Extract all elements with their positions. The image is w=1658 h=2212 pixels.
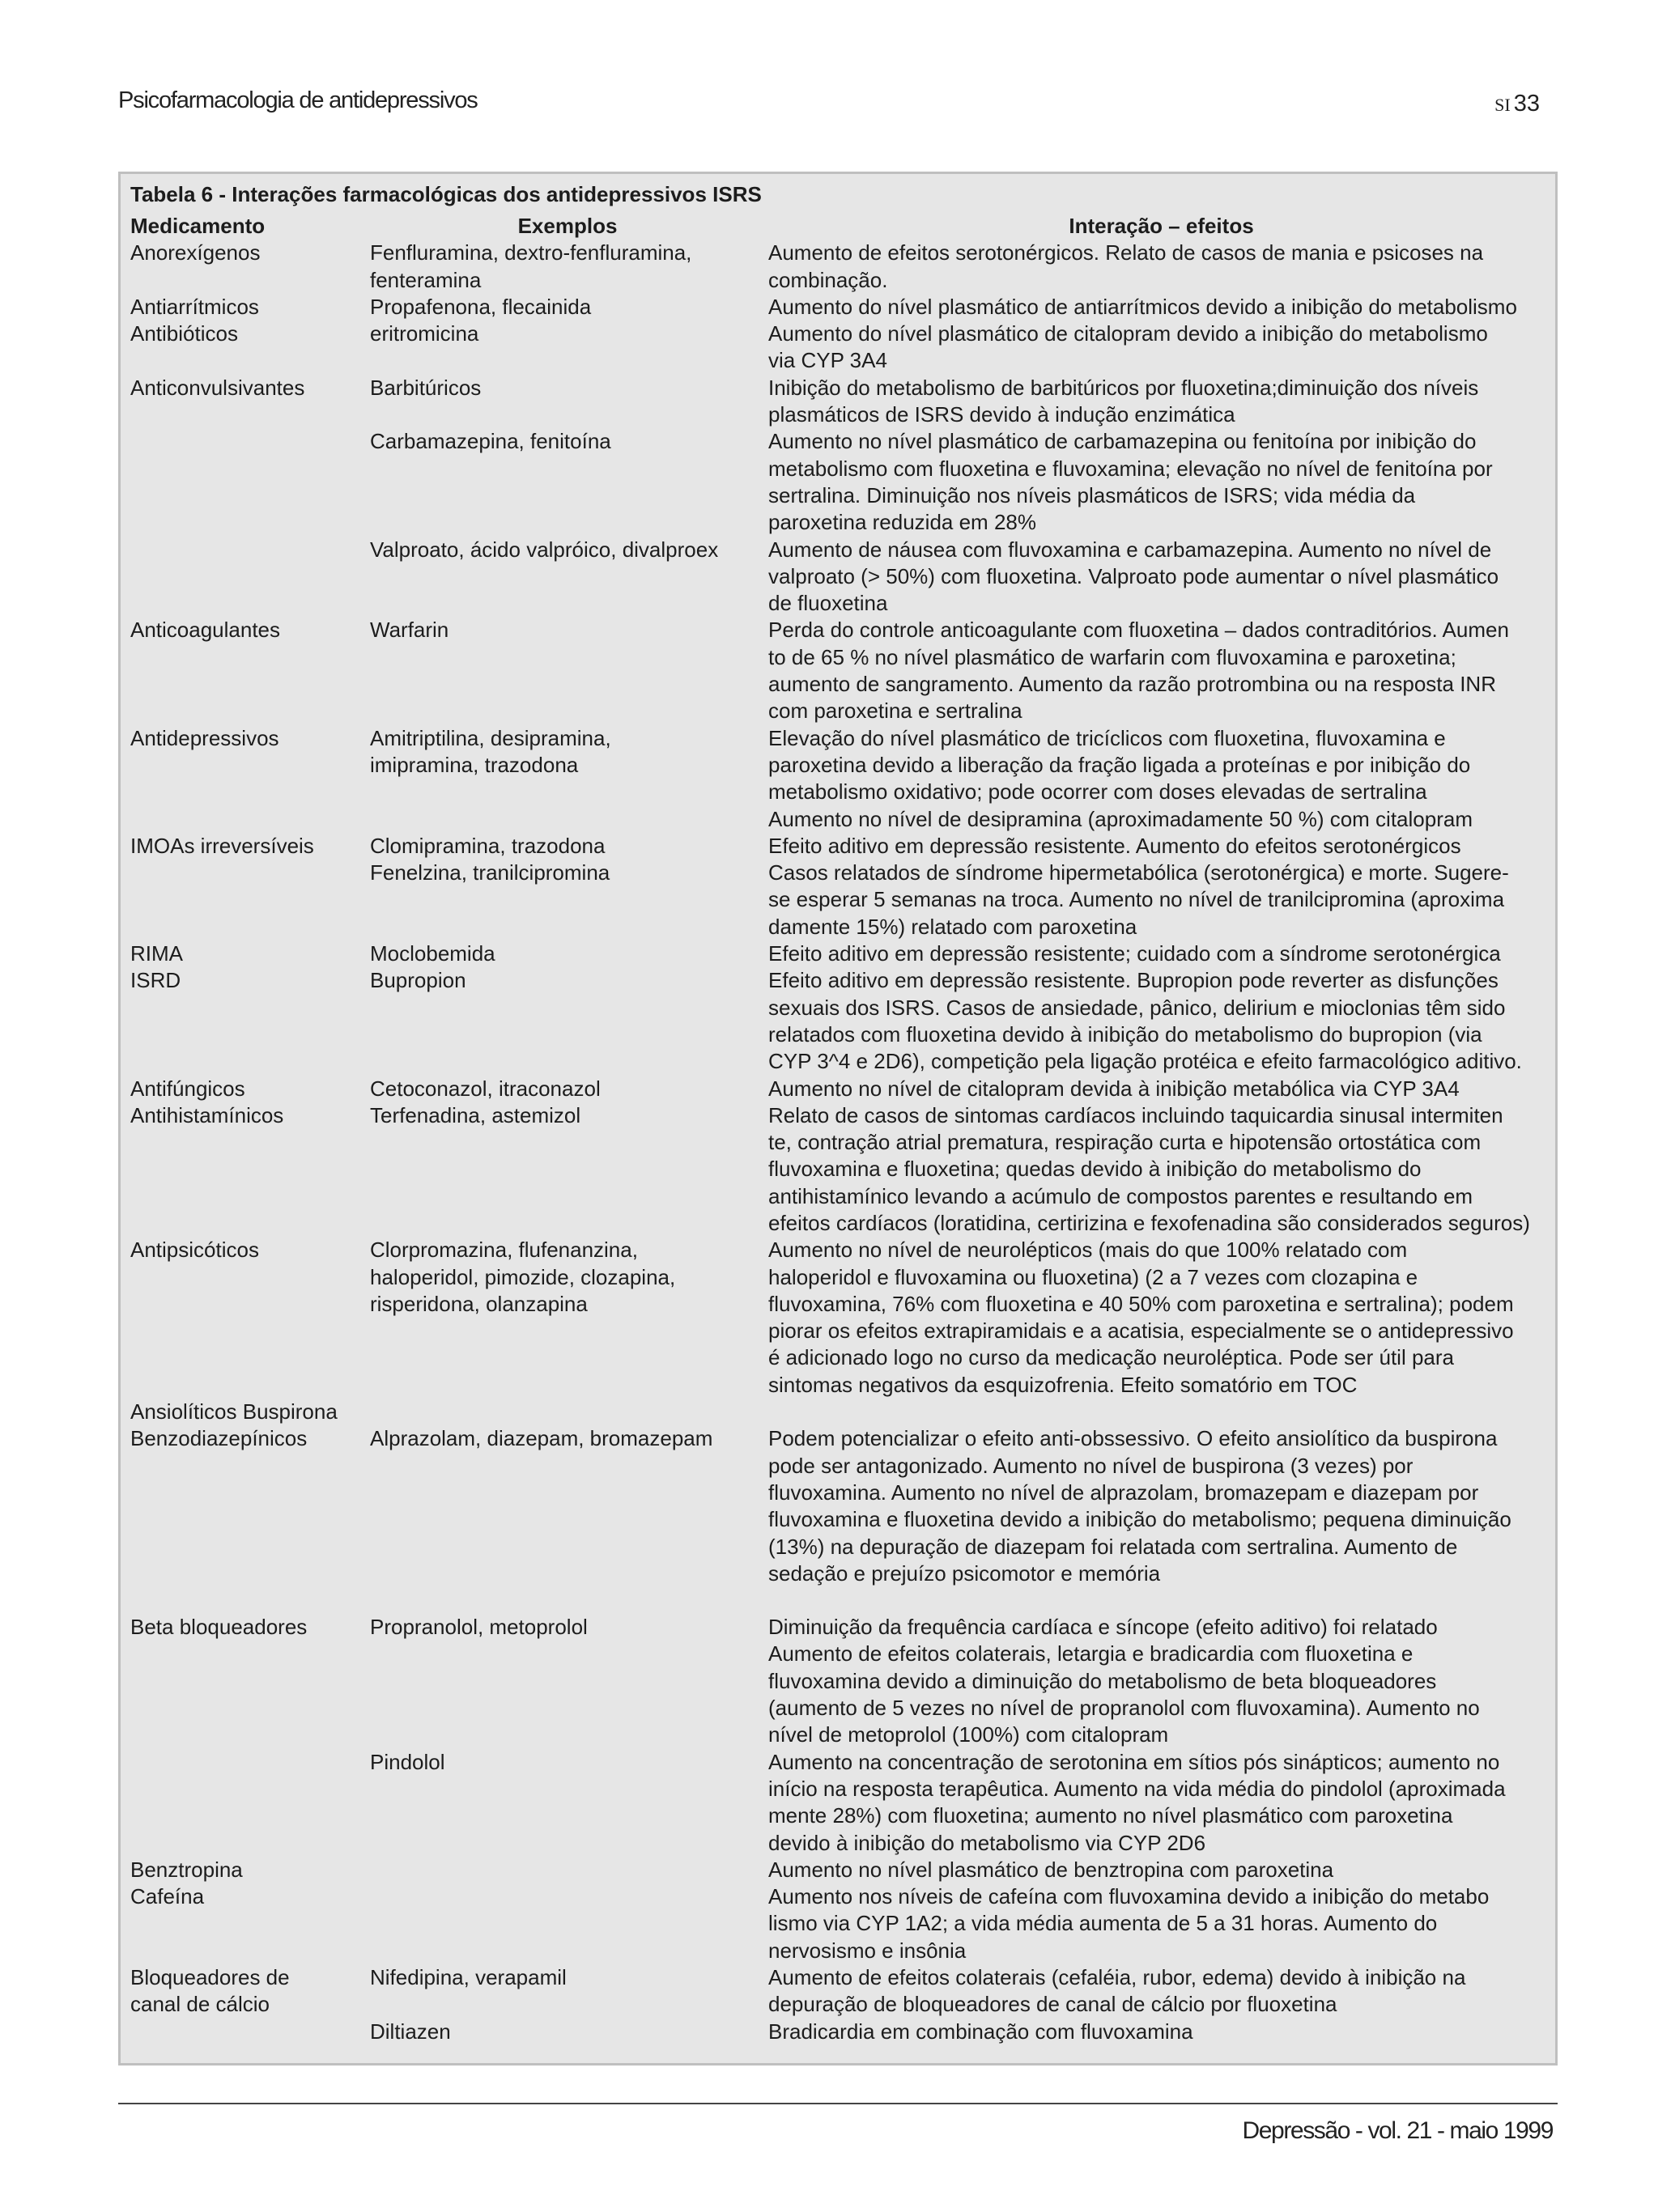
table-grid bbox=[127, 213, 1555, 2045]
effects-cell: Aumento no nível plasmático de carbamazepina ou fenitoína por inibição do metabolismo com fluoxetina e fluvoxamina; elevação no nível de fenitoína por sertralina. Diminuição nos níveis plasmáticos de ISRS; vida média da paroxetina reduzida em 28% bbox=[768, 429, 1493, 535]
effects-cell bbox=[765, 1399, 1554, 1425]
examples-cell bbox=[367, 1399, 765, 1425]
table-row bbox=[127, 1399, 1555, 1425]
table-row bbox=[127, 1857, 1555, 1883]
examples-cell: Terfenadina, astemizol bbox=[370, 1102, 581, 1127]
drug-cell: Antiarrítmicos bbox=[130, 294, 259, 319]
examples-cell: Pindolol bbox=[370, 1749, 445, 1774]
effects-cell: Relato de casos de sintomas cardíacos incluindo taquicardia sinusal intermiten te, contração atrial prematura, respiração curta e hipotensão ortostática com fluvoxamina e fluoxetina; quedas devido à inibição do metabolismo do antihistamínico levando a acúmulo de compostos parentes e resultando em efeitos cardíacos (loratidina, certirizina e fexofenadina são considerados seguros) bbox=[768, 1102, 1530, 1235]
footer-rule bbox=[118, 2103, 1558, 2104]
table-row bbox=[127, 833, 1555, 940]
effects-cell: Aumento nos níveis de cafeína com fluvoxamina devido a inibição do metabo lismo via CYP 1A2; a vida média aumenta de 5 a 31 horas. Aumento do nervosismo e insônia bbox=[768, 1884, 1490, 1963]
column-header-effects: Interação – efeitos bbox=[1069, 214, 1254, 238]
table-row bbox=[127, 428, 1555, 536]
drug-cell: ISRD bbox=[130, 968, 181, 993]
drug-cell: Ansiolíticos Buspirona bbox=[130, 1399, 338, 1424]
examples-cell: Propafenona, flecainida bbox=[370, 294, 592, 319]
effects-cell: Aumento do nível plasmático de citalopram devido a inibição do metabolismo via CYP 3A4 bbox=[768, 321, 1488, 373]
table-row bbox=[127, 1076, 1555, 1102]
examples-cell: Bupropion bbox=[370, 968, 466, 993]
table-header-row bbox=[127, 213, 1555, 240]
examples-cell bbox=[367, 1857, 765, 1883]
examples-cell: Moclobemida bbox=[370, 941, 495, 966]
table-title: Tabela 6 - Interações farmacológicas dos antidepressivos ISRS bbox=[130, 182, 762, 206]
examples-cell: Carbamazepina, fenitoína bbox=[370, 429, 611, 454]
drug-cell: Anorexígenos bbox=[130, 240, 261, 265]
drug-cell: Beta bloqueadores bbox=[130, 1615, 308, 1640]
examples-cell: Barbitúricos bbox=[370, 375, 482, 400]
drug-cell: Benzodiazepínicos bbox=[130, 1426, 308, 1451]
drug-cell bbox=[127, 1749, 367, 1857]
interactions-table bbox=[118, 172, 1558, 2066]
drug-cell: Antidepressivos bbox=[130, 725, 279, 750]
examples-cell bbox=[367, 1883, 765, 1964]
examples-cell: Clomipramina, trazodona Fenelzina, tranilcipromina bbox=[370, 833, 610, 885]
table-row bbox=[127, 1749, 1555, 1857]
table-row bbox=[127, 940, 1555, 967]
table-row bbox=[127, 240, 1555, 294]
table-row bbox=[127, 1964, 1555, 2045]
effects-cell: Efeito aditivo em depressão resistente; cuidado com a síndrome serotonérgica bbox=[768, 941, 1501, 966]
examples-cell: Valproato, ácido valpróico, divalproex bbox=[370, 537, 719, 562]
effects-cell: Inibição do metabolismo de barbitúricos por fluoxetina;diminuição dos níveis plasmáticos de ISRS devido à indução enzimática bbox=[768, 375, 1479, 427]
footer-citation: Depressão - vol. 21 - maio 1999 bbox=[1242, 2117, 1553, 2144]
page-prefix: SI bbox=[1494, 95, 1511, 115]
effects-cell: Aumento na concentração de serotonina em sítios pós sinápticos; aumento no início na resposta terapêutica. Aumento na vida média do pindolol (aproximada mente 28%) com fluoxetina; aumento no nível plasmático com paroxetina devido à inibição do metabolismo via CYP 2D6 bbox=[768, 1749, 1506, 1855]
drug-cell: IMOAs irreversíveis bbox=[130, 833, 314, 858]
running-head: Psicofarmacologia de antidepressivos bbox=[118, 87, 478, 113]
drug-cell: RIMA bbox=[130, 941, 183, 966]
table-body bbox=[127, 240, 1555, 2045]
examples-cell: Alprazolam, diazepam, bromazepam bbox=[370, 1426, 713, 1451]
examples-cell: Nifedipina, verapamil Diltiazen bbox=[370, 1965, 567, 2044]
table-row bbox=[127, 1425, 1555, 1587]
table-row bbox=[127, 294, 1555, 321]
drug-cell: Antifúngicos bbox=[130, 1076, 245, 1101]
effects-cell: Aumento de efeitos serotonérgicos. Relato de casos de mania e psicoses na combinação. bbox=[768, 240, 1484, 292]
table-row bbox=[127, 375, 1555, 429]
page-number-value: 33 bbox=[1513, 91, 1540, 117]
examples-cell: Clorpromazina, flufenanzina, haloperidol, pimozide, clozapina, risperidona, olanzapina bbox=[370, 1238, 676, 1316]
effects-cell: Aumento no nível de citalopram devida à inibição metabólica via CYP 3A4 bbox=[768, 1076, 1460, 1101]
table-row bbox=[127, 1883, 1555, 1964]
effects-cell: Aumento do nível plasmático de antiarrítmicos devido a inibição do metabolismo bbox=[768, 294, 1517, 319]
table-row bbox=[127, 967, 1555, 1075]
effects-cell: Perda do controle anticoagulante com fluoxetina – dados contraditórios. Aumen to de 65 % no nível plasmático de warfarin com fluvoxamina e paroxetina; aumento de sangramento. Aumento da razão protrombina ou na resposta INR com paroxetina e sertralina bbox=[768, 618, 1509, 724]
effects-cell: Aumento de efeitos colaterais (cefaléia, rubor, edema) devido à inibição na depuração de bloqueadores de canal de cálcio por fluoxetina Bradicardia em combinação com fluvoxamina bbox=[768, 1965, 1466, 2044]
drug-cell: Antihistamínicos bbox=[130, 1102, 284, 1127]
drug-cell: Antibióticos bbox=[130, 321, 238, 346]
table-row bbox=[127, 537, 1555, 618]
effects-cell: Efeito aditivo em depressão resistente. Aumento do efeitos serotonérgicos Casos relatados de síndrome hipermetabólica (serotonérgica) e morte. Sugere- se esperar 5 semanas na troca. Aumento no nível de tranilcipromina (aproxima damente 15%) relatado com paroxetina bbox=[768, 833, 1509, 939]
table-row bbox=[127, 1237, 1555, 1399]
effects-cell: Efeito aditivo em depressão resistente. Bupropion pode reverter as disfunções sexuais dos ISRS. Casos de ansiedade, pânico, delirium e mioclonias têm sido relatados com fluoxetina devido à inibição do metabolismo do bupropion (via CYP 3^4 e 2D6), competição pela ligação protéica e efeito farmacológico aditivo. bbox=[768, 968, 1522, 1074]
drug-cell bbox=[127, 428, 367, 536]
effects-cell: Aumento no nível de neurolépticos (mais do que 100% relatado com haloperidol e fluvoxamina ou fluoxetina) (2 a 7 vezes com clozapina e fluvoxamina, 76% com fluoxetina e 40 50% com paroxetina e sertralina); podem piorar os efeitos extrapiramidais e a acatisia, especialmente se o antidepressivo é adicionado logo no curso da medicação neuroléptica. Pode ser útil para sintomas negativos da esquizofrenia. Efeito somatório em TOC bbox=[768, 1238, 1514, 1397]
column-header-examples: Exemplos bbox=[517, 214, 618, 238]
drug-cell: Anticoagulantes bbox=[130, 618, 281, 643]
table-row bbox=[127, 617, 1555, 724]
examples-cell: Amitriptilina, desipramina, imipramina, trazodona bbox=[370, 725, 611, 777]
table-row bbox=[127, 1614, 1555, 1748]
examples-cell: eritromicina bbox=[370, 321, 479, 346]
drug-cell: Bloqueadores de canal de cálcio bbox=[130, 1965, 290, 2017]
examples-cell: Cetoconazol, itraconazol bbox=[370, 1076, 601, 1101]
page-number bbox=[1494, 91, 1540, 117]
row-spacer bbox=[127, 1587, 1555, 1614]
table-row bbox=[127, 725, 1555, 833]
examples-cell: Warfarin bbox=[370, 618, 449, 643]
effects-cell: Aumento no nível plasmático de benztropina com paroxetina bbox=[768, 1857, 1334, 1882]
effects-cell: Podem potencializar o efeito anti-obssessivo. O efeito ansiolítico da buspirona pode ser antagonizado. Aumento no nível de buspirona (3 vezes) por fluvoxamina. Aumento no nível de alprazolam, bromazepam e diazepam por fluvoxamina e fluoxetina devido a inibição do metabolismo; pequena diminuição (13%) na depuração de diazepam foi relatada com sertralina. Aumento de sedação e prejuízo psicomotor e memória bbox=[768, 1426, 1511, 1586]
drug-cell: Cafeína bbox=[130, 1884, 205, 1909]
table-row bbox=[127, 321, 1555, 375]
drug-cell: Benztropina bbox=[130, 1857, 243, 1882]
drug-cell: Anticonvulsivantes bbox=[130, 375, 305, 400]
drug-cell: Antipsicóticos bbox=[130, 1238, 259, 1263]
effects-cell: Aumento de náusea com fluvoxamina e carbamazepina. Aumento no nível de valproato (> 50%) com fluoxetina. Valproato pode aumentar o nível plasmático de fluoxetina bbox=[768, 537, 1499, 616]
table-row bbox=[127, 1102, 1555, 1237]
column-header-drug: Medicamento bbox=[130, 214, 266, 238]
examples-cell: Fenfluramina, dextro-fenfluramina, fenteramina bbox=[370, 240, 692, 292]
examples-cell: Propranolol, metoprolol bbox=[370, 1615, 588, 1640]
drug-cell bbox=[127, 537, 367, 618]
effects-cell: Diminuição da frequência cardíaca e síncope (efeito aditivo) foi relatado Aumento de efeitos colaterais, letargia e bradicardia com fluoxetina e fluvoxamina devido a diminuição do metabolismo de beta bloqueadores (aumento de 5 vezes no nível de propranolol com fluvoxamina). Aumento no nível de metoprolol (100%) com citalopram bbox=[768, 1615, 1480, 1747]
effects-cell: Elevação do nível plasmático de tricíclicos com fluoxetina, fluvoxamina e paroxetina devido a liberação da fração ligada a proteínas e por inibição do metabolismo oxidativo; pode ocorrer com doses elevadas de sertralina Aumento no nível de desipramina (aproximadamente 50 %) com citalopram bbox=[768, 725, 1473, 831]
